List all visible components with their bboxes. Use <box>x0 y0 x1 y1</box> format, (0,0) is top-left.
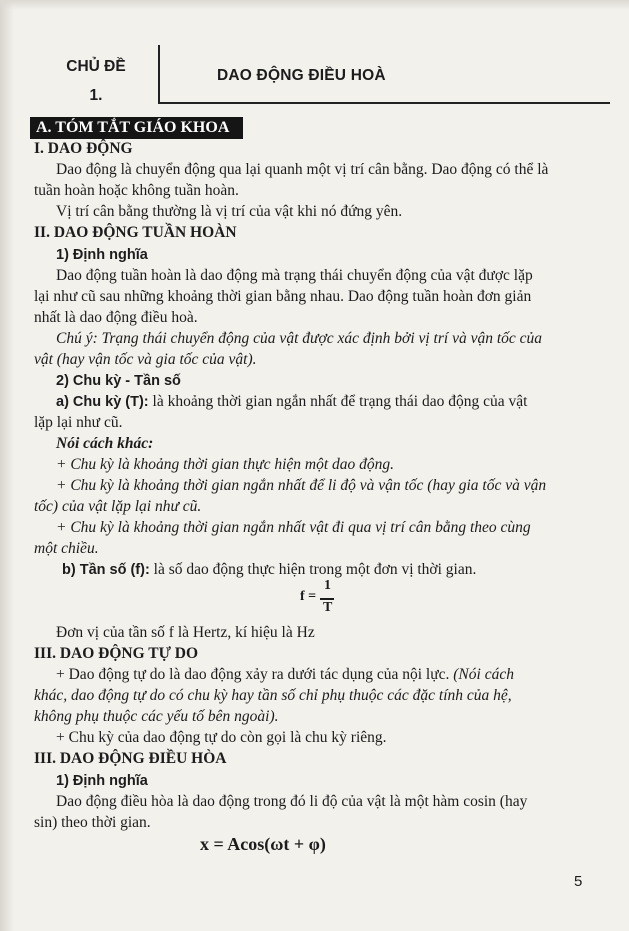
text-line: không phụ thuộc các yếu tố bên ngoài). <box>34 708 279 725</box>
note-line: vật (hay vận tốc và gia tốc của vật). <box>34 351 257 368</box>
header-divider <box>158 45 160 103</box>
bullet-line: tốc) của vật lặp lại như cũ. <box>34 498 202 515</box>
header-underline <box>158 102 610 104</box>
section-a-heading: A. TÓM TẮT GIÁO KHOA <box>30 117 243 139</box>
subheading-dinh-nghia-2: 1) Định nghĩa <box>56 773 148 789</box>
text-line <box>56 665 514 685</box>
subheading-dinh-nghia: 1) Định nghĩa <box>56 247 148 263</box>
text-line: Đơn vị của tần số f là Hertz, kí hiệu là Hz <box>56 624 315 641</box>
text-line: lại như cũ sau những khoảng thời gian bằng nhau. Dao động tuần hoàn đơn giản <box>34 288 532 305</box>
bullet-line: một chiều. <box>34 540 99 557</box>
heading-dao-dong-dieu-hoa: III. DAO ĐỘNG ĐIỀU HÒA <box>34 750 227 767</box>
page-top-shadow <box>0 0 629 10</box>
subheading-chu-ky-tan-so: 2) Chu kỳ - Tần số <box>56 373 181 389</box>
heading-dao-dong-tu-do: III. DAO ĐỘNG TỰ DO <box>34 645 199 662</box>
formula-lhs: f = <box>300 589 317 604</box>
text-line: Dao động là chuyển động qua lại quanh một vị trí cân bằng. Dao động có thể là <box>56 161 549 178</box>
bullet-line: + Chu kỳ là khoảng thời gian ngắn nhất vật đi qua vị trí cân bằng theo cùng <box>56 519 531 536</box>
text-line: tuần hoàn hoặc không tuần hoàn. <box>34 182 239 199</box>
text-line: Vị trí cân bằng thường là vị trí của vật khi nó đứng yên. <box>56 203 403 220</box>
text-line: + Chu kỳ của dao động tự do còn gọi là chu kỳ riêng. <box>56 729 387 746</box>
other-words-label: Nói cách khác: <box>56 435 154 452</box>
text-line: nhất là dao động điều hoà. <box>34 309 198 326</box>
frequency-label: b) Tần số (f): <box>62 562 150 578</box>
frequency-formula <box>300 578 340 618</box>
text-line: lặp lại như cũ. <box>34 414 123 431</box>
page-edge-shadow <box>0 0 14 931</box>
text-run-italic: (Nói cách <box>449 666 514 683</box>
frequency-definition <box>62 560 476 580</box>
formula-denominator: T <box>323 600 333 615</box>
formula-numerator: 1 <box>324 578 331 593</box>
chapter-label: CHỦ ĐỀ <box>66 58 126 75</box>
text-line: Dao động tuần hoàn là dao động mà trạng thái chuyển động của vật được lặp <box>56 267 533 284</box>
period-definition <box>56 392 527 412</box>
page-number: 5 <box>574 873 583 890</box>
text-run: + Dao động tự do là dao động xảy ra dưới tác dụng của nội lực. <box>56 666 450 683</box>
text-line: khác, dao động tự do có chu kỳ hay tần số chỉ phụ thuộc các đặc tính của hệ, <box>34 687 512 704</box>
bullet-line: + Chu kỳ là khoảng thời gian ngắn nhất để li độ và vận tốc (hay gia tốc và vận <box>56 477 547 494</box>
text-line: Dao động điều hòa là dao động trong đó li độ của vật là một hàm cosin (hay <box>56 793 528 810</box>
bullet-line: + Chu kỳ là khoảng thời gian thực hiện một dao động. <box>56 456 395 473</box>
chapter-number: 1. <box>89 87 103 104</box>
heading-dao-dong-tuan-hoan: II. DAO ĐỘNG TUẦN HOÀN <box>34 224 237 241</box>
period-text: là khoảng thời gian ngắn nhất để trạng thái dao động của vật <box>148 393 528 410</box>
frequency-text: là số dao động thực hiện trong một đơn vị thời gian. <box>149 561 477 578</box>
period-label: a) Chu kỳ (T): <box>56 394 149 410</box>
chapter-title: DAO ĐỘNG ĐIỀU HOÀ <box>217 67 386 84</box>
harmonic-formula: x = Acos(ωt + φ) <box>200 834 326 854</box>
heading-dao-dong: I. DAO ĐỘNG <box>34 140 133 157</box>
note-line: Chú ý: Trạng thái chuyển động của vật được xác định bởi vị trí và vận tốc của <box>56 330 543 347</box>
text-line: sin) theo thời gian. <box>34 814 151 831</box>
